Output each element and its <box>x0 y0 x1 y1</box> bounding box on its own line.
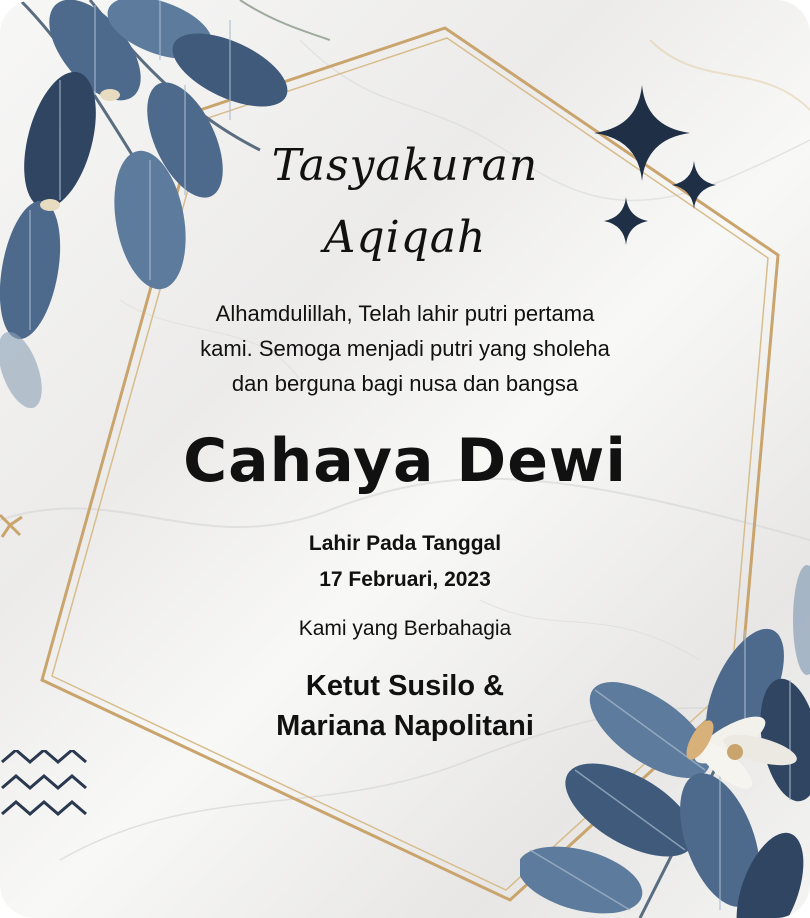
leaf-cluster-bottom-right <box>520 620 810 918</box>
birth-date: 17 Februari, 2023 <box>319 568 491 591</box>
title-line-1: Tasyakuran <box>271 140 539 191</box>
happy-label: Kami yang Berbahagia <box>298 617 512 640</box>
message-line-2: kami. Semoga menjadi putri yang sholeha <box>200 336 610 361</box>
title-line-2: Aqiqah <box>323 212 487 263</box>
parents-line-2: Mariana Napolitani <box>276 710 534 742</box>
message-line-1: Alhamdulillah, Telah lahir putri pertama <box>215 301 595 326</box>
message-line-3: dan berguna bagi nusa dan bangsa <box>231 371 579 396</box>
birth-label: Lahir Pada Tanggal <box>308 532 502 555</box>
message <box>0 296 810 401</box>
child-name: Cahaya Dewi <box>183 426 627 496</box>
zigzag-ornament <box>0 750 90 830</box>
parents-line-1: Ketut Susilo & <box>305 670 505 702</box>
